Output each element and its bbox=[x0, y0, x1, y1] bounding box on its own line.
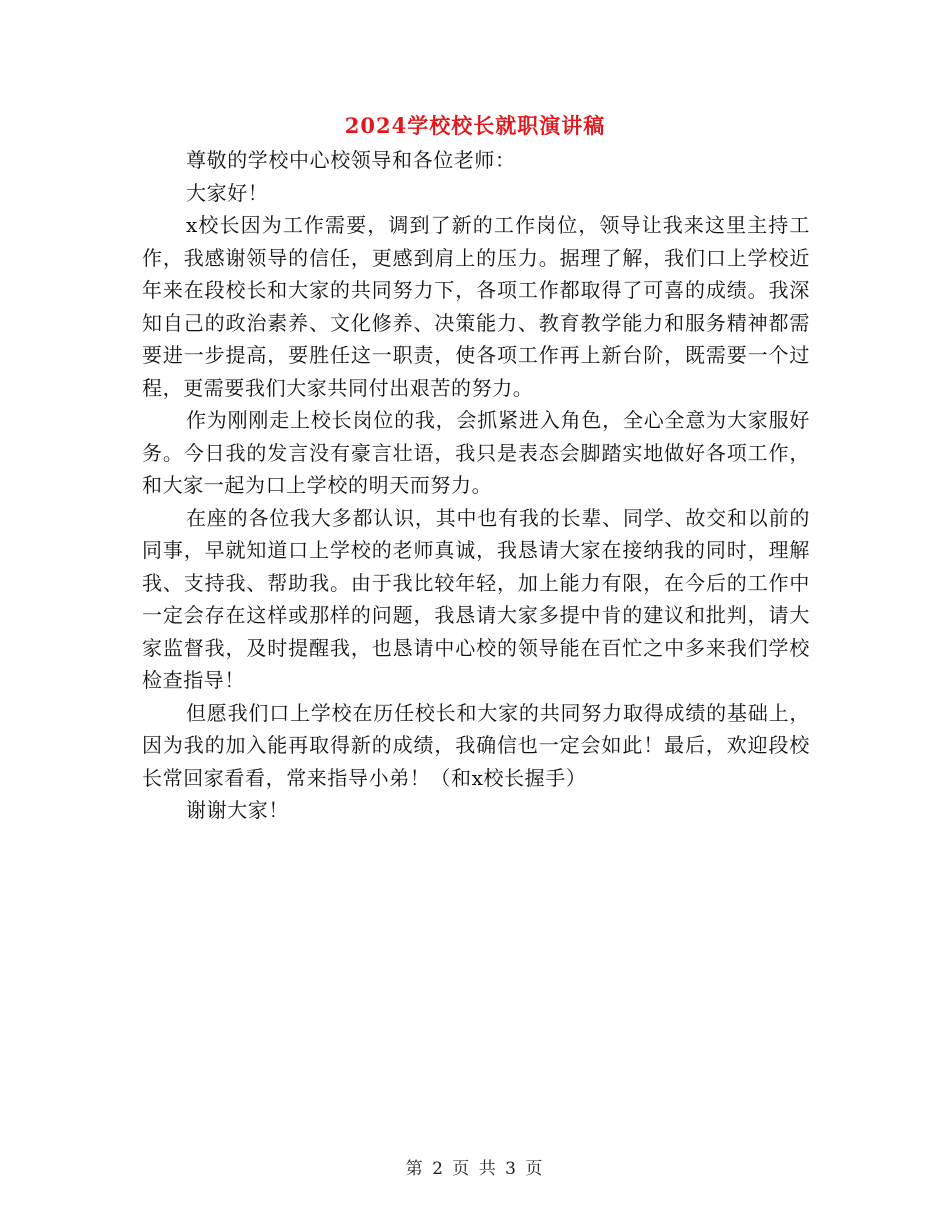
document-body bbox=[142, 144, 810, 827]
closing: 谢谢大家！ bbox=[186, 798, 289, 822]
salutation: 尊敬的学校中心校领导和各位老师： bbox=[186, 148, 516, 172]
body-paragraph: 作为刚刚走上校长岗位的我，会抓紧进入角色，全心全意为大家服好务。今日我的发言没有豪言壮语，我只是表态会脚踏实地做好各项工作，和大家一起为口上学校的明天而努力。 bbox=[142, 408, 810, 497]
body-paragraph: 在座的各位我大多都认识，其中也有我的长辈、同学、故交和以前的同事，早就知道口上学校的老师真诚，我恳请大家在接纳我的同时，理解我、支持我、帮助我。由于我比较年轻，加上能力有限，在今后的工作中一定会存在这样或那样的问题，我恳请大家多提中肯的建议和批判，请大家监督我，及时提醒我，也恳请中心校的领导能在百忙之中多来我们学校检查指导！ bbox=[142, 505, 810, 692]
body-paragraph: x校长因为工作需要，调到了新的工作岗位，领导让我来这里主持工作，我感谢领导的信任，更感到肩上的压力。据理了解，我们口上学校近年来在段校长和大家的共同努力下，各项工作都取得了可喜的成绩。我深知自己的政治素养、文化修养、决策能力、教育教学能力和服务精神都需要进一步提高，要胜任这一职责，使各项工作再上新台阶，既需要一个过程，更需要我们大家共同付出艰苦的努力。 bbox=[142, 213, 810, 400]
document-title: 2024学校校长就职演讲稿 bbox=[344, 113, 606, 138]
greeting: 大家好！ bbox=[186, 180, 269, 205]
page-number-footer: 第 2 页 共 3 页 bbox=[405, 1159, 545, 1179]
body-paragraph: 但愿我们口上学校在历任校长和大家的共同努力取得成绩的基础上，因为我的加入能再取得新的成绩，我确信也一定会如此！最后，欢迎段校长常回家看看，常来指导小弟！（和x校长握手） bbox=[142, 700, 810, 790]
